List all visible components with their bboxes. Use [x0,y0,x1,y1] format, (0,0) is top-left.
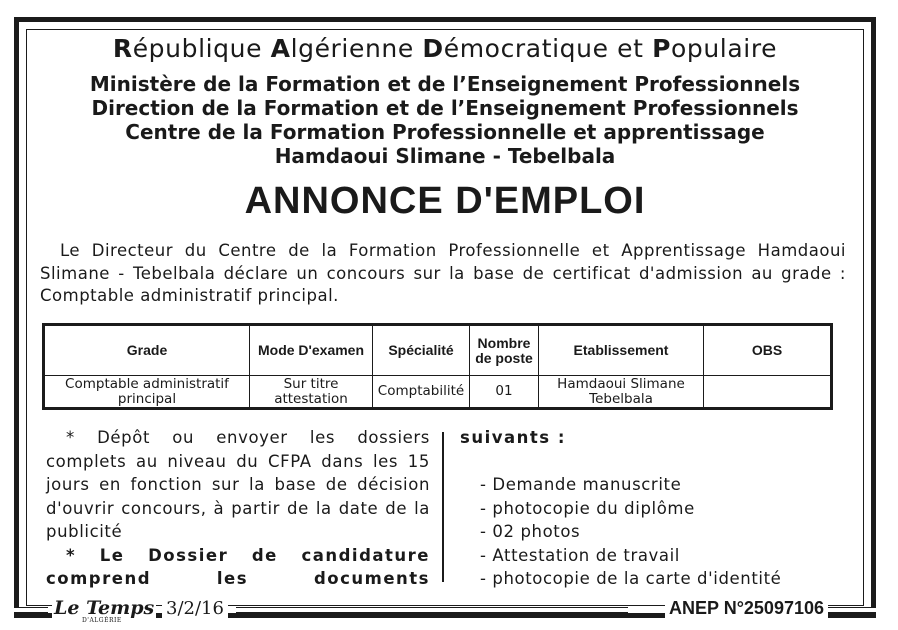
documents-list [460,473,850,591]
list-item: - photocopie de la carte d'identité [480,569,782,588]
intro-paragraph: Le Directeur du Centre de la Formation Professionnelle et Apprentissage Hamdaoui Slimane - Tebelbala déclare un concours sur la base de certificat d'admission au grade : Comptable administratif principal. [40,241,846,305]
footer-rule [828,607,876,613]
deposit-paragraph: * Dépôt ou envoyer les dossiers complets au niveau du CFPA dans les 15 jours en fonction sur la base de décision d'ouvrir concours, à partir de la date de la publicité [46,428,430,541]
newspaper-logo: Le Temps D'ALGÉRIE [54,597,155,624]
table-cell: Comptable administratif principal [44,376,250,409]
column-divider [442,432,444,582]
list-item: - photocopie du diplôme [480,498,695,518]
institution-heading [30,72,860,168]
table-header-row [44,325,832,376]
column-header: Spécialité [373,325,470,376]
centre-line: Centre de la Formation Professionnelle et apprentissage [125,120,765,144]
table-cell: Hamdaoui Slimane Tebelbala [539,376,704,409]
anep-reference: ANEP N°25097106 [665,598,828,619]
ministry-line: Ministère de la Formation et de l’Enseignement Professionnels [89,72,801,96]
direction-line: Direction de la Formation et de l’Enseignement Professionnels [91,96,799,120]
republic-word: Populaire [652,34,778,63]
column-header: Etablissement [539,325,704,376]
republic-word: Démocratique [422,34,609,63]
dossier-heading: * Le Dossier de candidature comprend les documents [46,545,430,588]
republic-heading [30,34,860,63]
table-cell: 01 [470,376,539,409]
republic-word: et [617,34,644,63]
newspaper-subtitle: D'ALGÉRIE [82,617,122,624]
required-documents [460,426,850,591]
table-row [44,376,832,409]
list-item: - Attestation de travail [480,545,680,565]
footer-bar [14,597,876,623]
column-header: Grade [44,325,250,376]
list-item: - Demande manuscrite [480,475,682,494]
column-header: Mode D'examen [250,325,373,376]
republic-word: Algérienne [270,34,414,63]
job-table [42,323,833,410]
column-header: OBS [704,325,832,376]
deposit-instructions [46,426,430,591]
footer-rule [236,607,628,613]
table-cell: Sur titre attestation [250,376,373,409]
table-cell [704,376,832,409]
documents-subtitle: suivants : [460,428,566,447]
page-title: ANNONCE D'EMPLOI [244,180,646,222]
publication-date: 3/2/16 [162,598,228,619]
republic-word: République [112,34,263,63]
location-line: Hamdaoui Slimane - Tebelbala [274,144,616,168]
list-item: - 02 photos [480,522,581,541]
table-cell: Comptabilité [373,376,470,409]
footer-rule [14,607,48,613]
column-header: Nombre de poste [470,325,539,376]
